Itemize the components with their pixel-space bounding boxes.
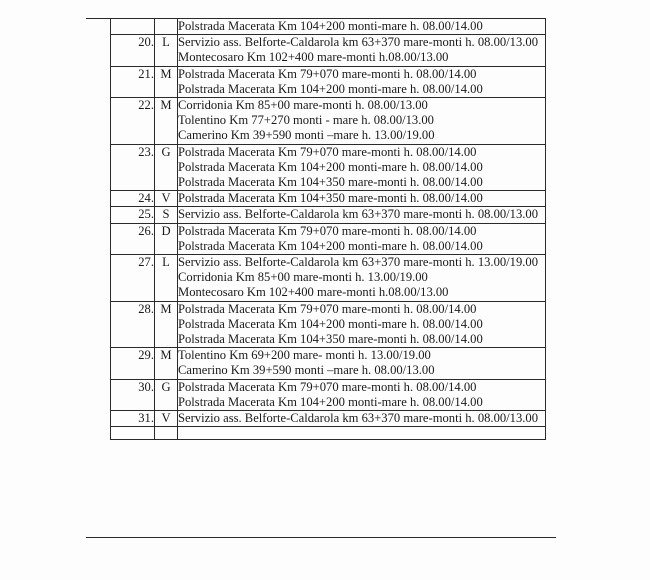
checkpoint-entries	[178, 19, 546, 35]
table-row	[111, 98, 546, 145]
weekday-letter: M	[155, 98, 178, 145]
checkpoint-entry: Polstrada Macerata Km 104+200 monti-mare h. 08.00/14.00	[178, 19, 483, 33]
checkpoint-entries	[178, 207, 546, 223]
weekday-letter: S	[155, 207, 178, 223]
day-number	[111, 19, 155, 35]
checkpoint-entry: Tolentino Km 69+200 mare- monti h. 13.00/19.00	[178, 348, 431, 363]
table-row	[111, 255, 546, 302]
day-number: 29.	[111, 348, 155, 379]
table-top-left-rule	[86, 18, 110, 19]
table-row	[111, 144, 546, 191]
day-number: 31.	[111, 411, 155, 427]
table-row	[111, 411, 546, 427]
table-row	[111, 207, 546, 223]
weekday-letter: G	[155, 379, 178, 410]
checkpoint-entries	[178, 427, 546, 440]
weekday-letter: M	[155, 66, 178, 97]
checkpoint-entries	[178, 348, 546, 379]
table-row	[111, 348, 546, 379]
checkpoint-entries	[178, 411, 546, 427]
checkpoint-entry: Servizio ass. Belforte-Caldarola km 63+370 mare-monti h. 08.00/13.00	[178, 35, 539, 50]
table-row	[111, 35, 546, 66]
checkpoint-entry: Camerino Km 39+590 monti –mare h. 08.00/13.00	[178, 363, 435, 378]
weekday-letter: M	[155, 348, 178, 379]
checkpoint-entries	[178, 98, 546, 145]
weekday-letter: V	[155, 411, 178, 427]
schedule-body	[111, 19, 546, 440]
checkpoint-entry: Polstrada Macerata Km 104+200 monti-mare h. 08.00/14.00	[178, 394, 483, 409]
checkpoint-entry: Polstrada Macerata Km 104+200 monti-mare h. 08.00/14.00	[178, 238, 483, 253]
checkpoint-entry: Polstrada Macerata Km 104+200 monti-mare h. 08.00/14.00	[178, 159, 483, 174]
checkpoint-entry: Servizio ass. Belforte-Caldarola km 63+370 mare-monti h. 08.00/13.00	[178, 411, 539, 426]
checkpoint-entry: Polstrada Macerata Km 104+350 mare-monti h. 08.00/14.00	[178, 332, 483, 347]
checkpoint-entries	[178, 301, 546, 348]
checkpoint-entries	[178, 255, 546, 302]
checkpoint-entry: Servizio ass. Belforte-Caldarola km 63+370 mare-monti h. 13.00/19.00	[178, 255, 539, 270]
checkpoint-entries	[178, 191, 546, 207]
checkpoint-entry: Polstrada Macerata Km 79+070 mare-monti h. 08.00/14.00	[178, 144, 477, 159]
checkpoint-entry: Polstrada Macerata Km 79+070 mare-monti h. 08.00/14.00	[178, 301, 477, 316]
table-row	[111, 301, 546, 348]
day-number: 22.	[111, 98, 155, 145]
checkpoint-entry: Camerino Km 39+590 monti –mare h. 13.00/19.00	[178, 128, 435, 143]
checkpoint-entry: Polstrada Macerata Km 79+070 mare-monti h. 08.00/14.00	[178, 379, 477, 394]
checkpoint-entry: Polstrada Macerata Km 104+350 mare-monti h. 08.00/14.00	[178, 175, 483, 190]
checkpoint-entry: Montecosaro Km 102+400 mare-monti h.08.00/13.00	[178, 50, 449, 65]
table-row	[111, 66, 546, 97]
day-number: 21.	[111, 66, 155, 97]
weekday-letter: G	[155, 144, 178, 191]
checkpoint-entry: Polstrada Macerata Km 79+070 mare-monti h. 08.00/14.00	[178, 223, 477, 238]
checkpoint-entries	[178, 223, 546, 254]
table-bottom-rule	[86, 537, 556, 538]
weekday-letter: L	[155, 255, 178, 302]
day-number	[111, 427, 155, 440]
checkpoint-entry: Polstrada Macerata Km 104+350 mare-monti h. 08.00/14.00	[178, 191, 483, 206]
weekday-letter	[155, 19, 178, 35]
checkpoint-entry: Servizio ass. Belforte-Caldarola km 63+370 mare-monti h. 08.00/13.00	[178, 207, 539, 222]
day-number: 28.	[111, 301, 155, 348]
table-row	[111, 379, 546, 410]
checkpoint-entry: Corridonia Km 85+00 mare-monti h. 08.00/13.00	[178, 98, 428, 113]
day-number: 24.	[111, 191, 155, 207]
checkpoint-entry: Tolentino Km 77+270 monti - mare h. 08.00/13.00	[178, 113, 434, 128]
checkpoint-entries	[178, 66, 546, 97]
checkpoint-schedule-table	[110, 18, 546, 440]
day-number: 30.	[111, 379, 155, 410]
day-number: 23.	[111, 144, 155, 191]
checkpoint-entry: Montecosaro Km 102+400 mare-monti h.08.00/13.00	[178, 285, 449, 300]
checkpoint-entries	[178, 144, 546, 191]
checkpoint-entry: Corridonia Km 85+00 mare-monti h. 13.00/19.00	[178, 270, 428, 285]
weekday-letter: L	[155, 35, 178, 66]
day-number: 26.	[111, 223, 155, 254]
weekday-letter: V	[155, 191, 178, 207]
day-number: 25.	[111, 207, 155, 223]
checkpoint-entry: Polstrada Macerata Km 104+200 monti-mare h. 08.00/14.00	[178, 316, 483, 331]
weekday-letter: D	[155, 223, 178, 254]
checkpoint-entry: Polstrada Macerata Km 104+200 monti-mare h. 08.00/14.00	[178, 81, 483, 96]
table-row	[111, 191, 546, 207]
day-number: 27.	[111, 255, 155, 302]
checkpoint-entries	[178, 35, 546, 66]
day-number: 20.	[111, 35, 155, 66]
table-row	[111, 427, 546, 440]
weekday-letter: M	[155, 301, 178, 348]
table-row	[111, 19, 546, 35]
table-row	[111, 223, 546, 254]
checkpoint-entries	[178, 379, 546, 410]
weekday-letter	[155, 427, 178, 440]
checkpoint-entry: Polstrada Macerata Km 79+070 mare-monti h. 08.00/14.00	[178, 66, 477, 81]
